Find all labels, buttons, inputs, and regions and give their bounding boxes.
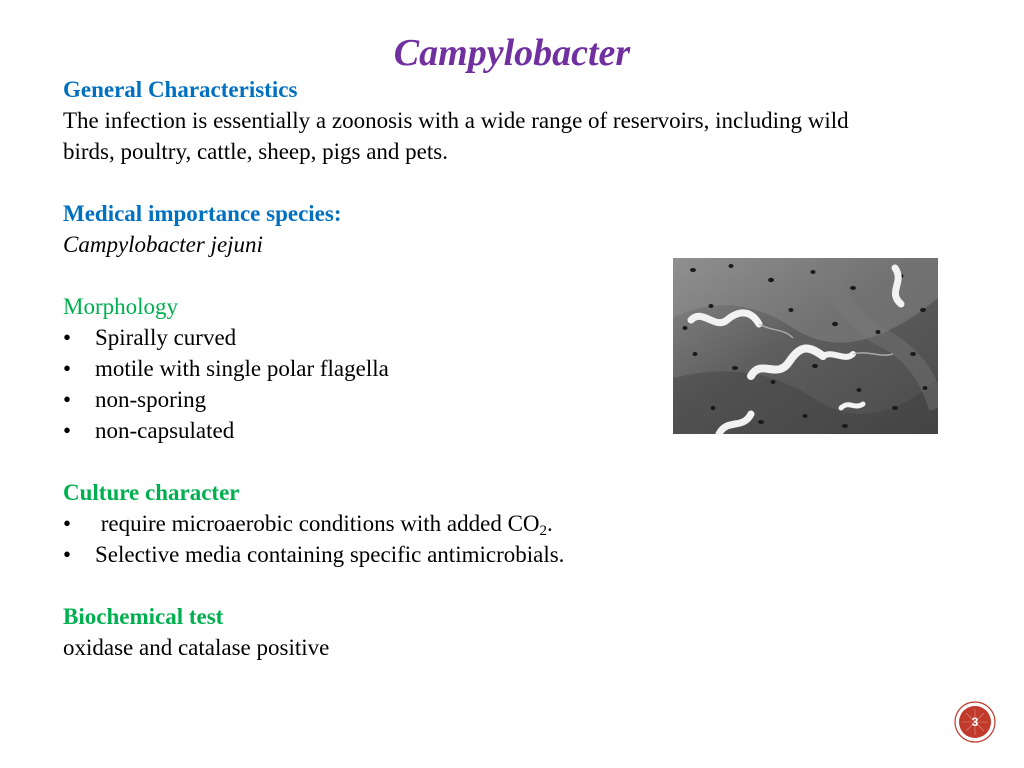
bullet-icon: • bbox=[63, 387, 72, 412]
morphology-heading: Morphology bbox=[63, 294, 178, 319]
bullet-icon: • bbox=[63, 325, 72, 350]
bullet-icon: • bbox=[63, 542, 72, 567]
bullet-icon: • bbox=[63, 418, 72, 443]
bullet-icon: • bbox=[63, 511, 72, 536]
morphology-item-text: motile with single polar flagella bbox=[95, 356, 389, 381]
species-heading: Medical importance species: bbox=[63, 201, 342, 226]
spacer bbox=[63, 167, 963, 198]
morphology-item-text: non-sporing bbox=[95, 387, 207, 412]
spacer bbox=[63, 570, 963, 601]
morphology-item-text: Spirally curved bbox=[95, 325, 237, 350]
biochemical-text: oxidase and catalase positive bbox=[63, 635, 330, 660]
culture-item bbox=[63, 508, 963, 539]
culture-item-text bbox=[95, 511, 553, 539]
general-text-line-2: birds, poultry, cattle, sheep, pigs and pets. bbox=[63, 139, 448, 164]
co2-subscript: 2 bbox=[539, 523, 548, 539]
micrograph-image bbox=[673, 258, 938, 434]
species-name: Campylobacter jejuni bbox=[63, 232, 263, 257]
culture-item bbox=[63, 539, 963, 570]
culture-item-suffix: . bbox=[547, 511, 553, 536]
page-number: 3 bbox=[971, 715, 979, 729]
slide-title: Campylobacter bbox=[393, 32, 631, 74]
morphology-item-text: non-capsulated bbox=[95, 418, 235, 443]
general-characteristics-heading: General Characteristics bbox=[63, 77, 298, 102]
culture-item-text: Selective media containing specific antimicrobials. bbox=[95, 542, 565, 567]
spacer bbox=[63, 446, 963, 477]
bullet-icon: • bbox=[63, 356, 72, 381]
culture-item-prefix: require microaerobic conditions with added CO bbox=[95, 511, 540, 536]
biochemical-heading: Biochemical test bbox=[63, 604, 224, 629]
general-text-line-1: The infection is essentially a zoonosis with a wide range of reservoirs, including wild bbox=[63, 108, 849, 133]
culture-heading: Culture character bbox=[63, 480, 240, 505]
